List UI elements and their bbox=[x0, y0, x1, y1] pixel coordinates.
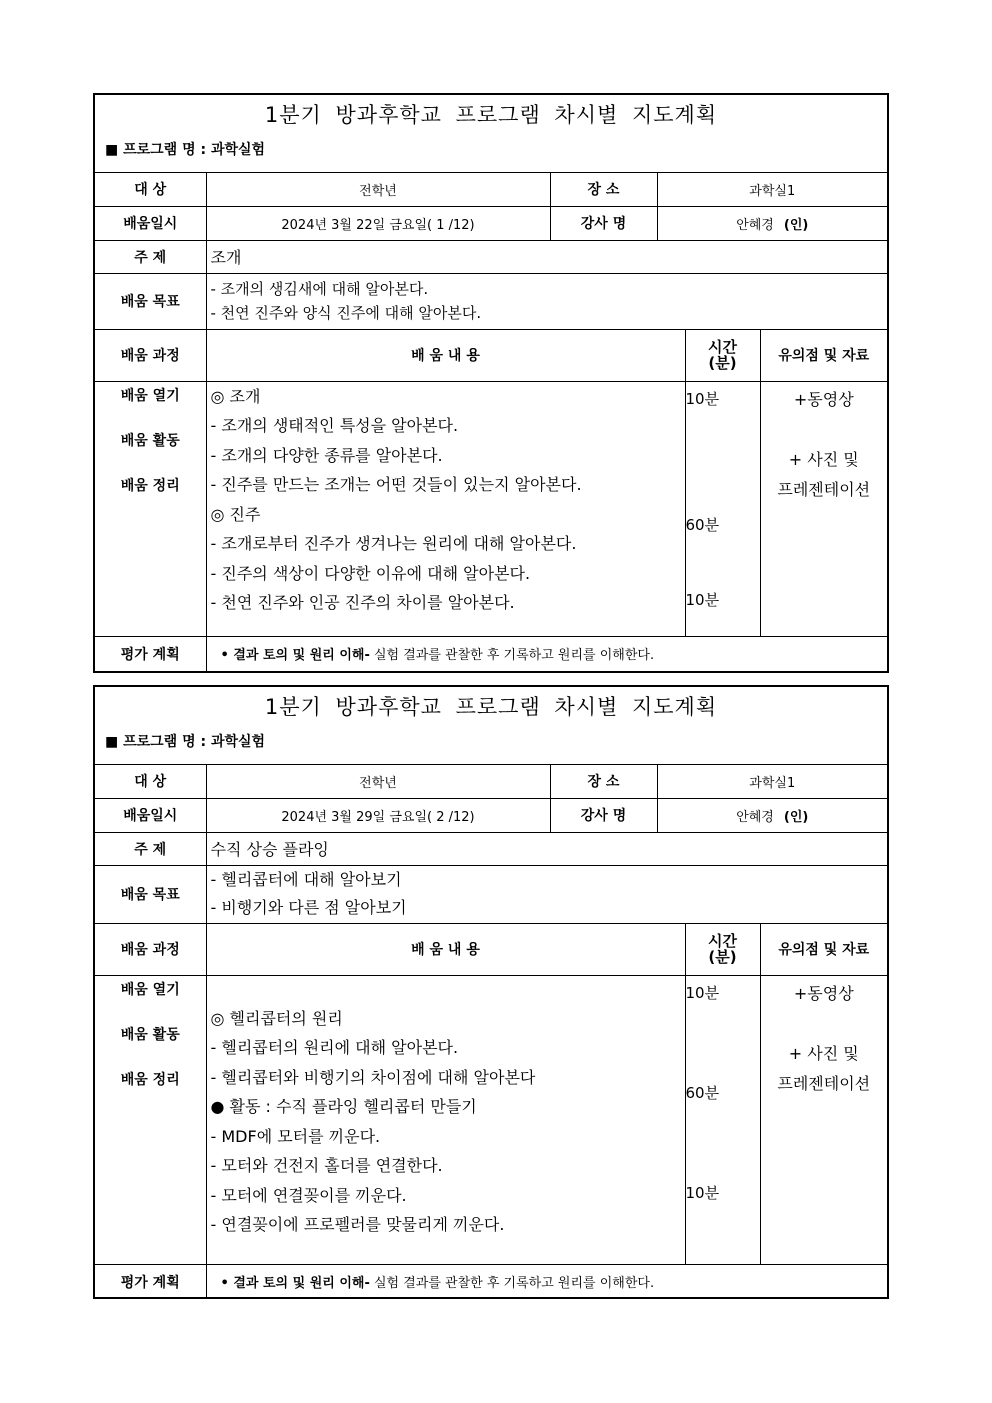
teacher-cell bbox=[657, 206, 887, 240]
date-value: 2024년 3월 29일 금요일( 2 /12) bbox=[206, 798, 550, 832]
time-close: 10분 bbox=[685, 1183, 720, 1202]
target-label: 대 상 bbox=[95, 173, 206, 206]
eval-text: 실험 결과를 관찰한 후 기록하고 원리를 이해한다. bbox=[369, 1276, 655, 1292]
goal-label: 배움 목표 bbox=[95, 865, 206, 923]
time-label-2: (분) bbox=[708, 948, 737, 966]
goal-item: - 헬리콥터에 대해 알아보기 bbox=[210, 870, 402, 889]
target-value: 전학년 bbox=[206, 765, 550, 798]
teacher-value: 안혜경 bbox=[736, 809, 774, 825]
note-line: + 사진 및 bbox=[788, 449, 859, 469]
stage-activity: 배움 활동 bbox=[120, 1026, 180, 1043]
place-value: 과학실1 bbox=[657, 765, 887, 798]
time-close: 10분 bbox=[685, 590, 720, 609]
time-open: 10분 bbox=[685, 389, 720, 408]
lesson-plan-2 bbox=[93, 685, 889, 1299]
content-line: - 헬리콥터와 비행기의 차이점에 대해 알아본다 bbox=[210, 1067, 536, 1087]
stage-close: 배움 정리 bbox=[120, 477, 180, 494]
note-line: +동영상 bbox=[793, 983, 854, 1003]
note-line: 프레젠테이션 bbox=[777, 1073, 871, 1093]
goal-item: - 천연 진주와 양식 진주에 대해 알아본다. bbox=[210, 304, 482, 322]
time-activity: 60분 bbox=[685, 1083, 720, 1102]
program-name: ■ 프로그램 명 : 과학실험 bbox=[95, 135, 887, 173]
content-line: ● 활동 : 수직 플라잉 헬리콥터 만들기 bbox=[210, 1097, 477, 1116]
topic-value: 조개 bbox=[206, 240, 887, 273]
lesson-plan-1 bbox=[93, 93, 889, 673]
content-line: - 진주를 만드는 조개는 어떤 것들이 있는지 알아본다. bbox=[210, 475, 582, 494]
time-cell bbox=[685, 381, 760, 636]
time-label-1: 시간 bbox=[708, 932, 737, 950]
notes-label: 유의점 및 자료 bbox=[760, 329, 887, 381]
eval-bold: • 결과 토의 및 원리 이해- bbox=[220, 648, 370, 664]
eval-label: 평가 계획 bbox=[95, 1264, 206, 1299]
content-line: - 진주의 색상이 다양한 이유에 대해 알아본다. bbox=[210, 563, 531, 583]
content-line: - 모터에 연결꽂이를 끼운다. bbox=[210, 1185, 407, 1205]
content-line: - 헬리콥터의 원리에 대해 알아본다. bbox=[210, 1038, 459, 1057]
content-line: ◎ 진주 bbox=[210, 504, 261, 524]
place-value: 과학실1 bbox=[657, 173, 887, 206]
teacher-label: 강사 명 bbox=[550, 798, 657, 832]
content-cell bbox=[206, 975, 685, 1264]
goal-cell bbox=[206, 273, 887, 329]
stage-close: 배움 정리 bbox=[120, 1071, 180, 1088]
eval-text: 실험 결과를 관찰한 후 기록하고 원리를 이해한다. bbox=[369, 648, 655, 664]
time-cell bbox=[685, 975, 760, 1264]
teacher-sign: (인) bbox=[783, 217, 809, 233]
eval-label: 평가 계획 bbox=[95, 636, 206, 671]
date-value: 2024년 3월 22일 금요일( 1 /12) bbox=[206, 206, 550, 240]
time-open: 10분 bbox=[685, 983, 720, 1002]
eval-bold: • 결과 토의 및 원리 이해- bbox=[220, 1276, 370, 1292]
content-line: - 조개의 다양한 종류를 알아본다. bbox=[210, 445, 443, 465]
stage-open: 배움 열기 bbox=[120, 387, 180, 404]
stage-open: 배움 열기 bbox=[120, 981, 180, 998]
teacher-sign: (인) bbox=[783, 809, 809, 825]
content-line: ◎ 조개 bbox=[210, 386, 261, 406]
time-label bbox=[685, 329, 760, 381]
content-label: 배 움 내 용 bbox=[206, 923, 685, 975]
content-line: - 조개로부터 진주가 생겨나는 원리에 대해 알아본다. bbox=[210, 534, 577, 553]
content-line: - 조개의 생태적인 특성을 알아본다. bbox=[210, 416, 459, 435]
content-line: - 모터와 건전지 홀더를 연결한다. bbox=[210, 1156, 443, 1175]
goal-label: 배움 목표 bbox=[95, 273, 206, 329]
goal-item: - 조개의 생김새에 대해 알아본다. bbox=[210, 280, 429, 298]
time-label-2: (분) bbox=[708, 354, 737, 372]
place-label: 장 소 bbox=[550, 765, 657, 798]
content-line: - MDF에 모터를 끼운다. bbox=[210, 1126, 381, 1146]
notes-label: 유의점 및 자료 bbox=[760, 923, 887, 975]
plan-table bbox=[95, 765, 887, 1299]
content-cell bbox=[206, 381, 685, 636]
note-line: +동영상 bbox=[793, 389, 854, 409]
target-value: 전학년 bbox=[206, 173, 550, 206]
topic-label: 주 제 bbox=[95, 240, 206, 273]
eval-cell bbox=[206, 1264, 887, 1299]
eval-cell bbox=[206, 636, 887, 671]
stage-cell bbox=[95, 381, 206, 636]
process-label: 배움 과정 bbox=[95, 329, 206, 381]
content-label: 배 움 내 용 bbox=[206, 329, 685, 381]
date-label: 배움일시 bbox=[95, 206, 206, 240]
program-name: ■ 프로그램 명 : 과학실험 bbox=[95, 727, 887, 765]
date-label: 배움일시 bbox=[95, 798, 206, 832]
content-line: ◎ 헬리콥터의 원리 bbox=[210, 1008, 343, 1028]
plan-title: 1분기 방과후학교 프로그램 차시별 지도계획 bbox=[264, 695, 718, 719]
note-line bbox=[765, 1009, 884, 1039]
target-label: 대 상 bbox=[95, 765, 206, 798]
time-activity: 60분 bbox=[685, 515, 720, 534]
topic-label: 주 제 bbox=[95, 832, 206, 865]
time-label-1: 시간 bbox=[708, 338, 737, 356]
notes-cell bbox=[760, 381, 887, 636]
plan-table bbox=[95, 173, 887, 671]
plan-title: 1분기 방과후학교 프로그램 차시별 지도계획 bbox=[264, 103, 718, 127]
goal-cell bbox=[206, 865, 887, 923]
teacher-cell bbox=[657, 798, 887, 832]
teacher-label: 강사 명 bbox=[550, 206, 657, 240]
stage-activity: 배움 활동 bbox=[120, 432, 180, 449]
notes-cell bbox=[760, 975, 887, 1264]
note-line: + 사진 및 bbox=[788, 1043, 859, 1063]
teacher-value: 안혜경 bbox=[736, 217, 774, 233]
note-line: 프레젠테이션 bbox=[777, 479, 871, 499]
stage-cell bbox=[95, 975, 206, 1264]
content-line: - 연결꽂이에 프로펠러를 맞물리게 끼운다. bbox=[210, 1215, 505, 1234]
note-line bbox=[765, 415, 884, 445]
place-label: 장 소 bbox=[550, 173, 657, 206]
process-label: 배움 과정 bbox=[95, 923, 206, 975]
topic-value: 수직 상승 플라잉 bbox=[206, 832, 887, 865]
time-label bbox=[685, 923, 760, 975]
goal-item: - 비행기와 다른 점 알아보기 bbox=[210, 898, 407, 917]
content-line: - 천연 진주와 인공 진주의 차이를 알아본다. bbox=[210, 593, 515, 612]
